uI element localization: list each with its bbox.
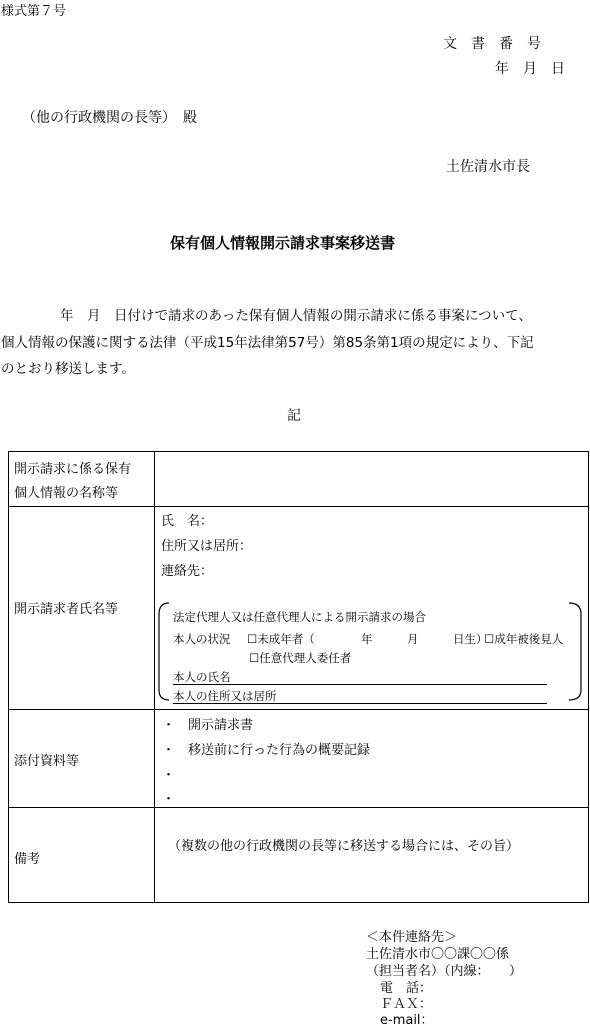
- minor-checkbox: ☐未成年者（: [247, 632, 315, 646]
- agent-section-title: 法定代理人又は任意代理人による開示請求の場合: [173, 610, 426, 624]
- contact-heading: ＜本件連絡先＞: [366, 930, 458, 945]
- document-title: 保有個人情報開示請求事案移送書: [170, 234, 396, 252]
- birth-date-field: 年 月 日生）: [361, 632, 488, 646]
- row3-label: 添付資料等: [14, 754, 80, 769]
- row2-label: 開示請求者氏名等: [14, 602, 119, 617]
- ki-marker: 記: [287, 408, 301, 424]
- contact-fax: ＦＡＸ：: [380, 997, 433, 1012]
- principal-address-underline: [173, 703, 547, 704]
- requester-name-label: 氏 名：: [161, 514, 214, 529]
- principal-name-label: 本人の氏名: [173, 670, 231, 684]
- transfer-table: [8, 451, 589, 903]
- contact-email: e-mail：: [380, 1013, 434, 1028]
- table-row-divider: [9, 506, 588, 507]
- delegate-checkbox: ☐任意代理人委任者: [249, 651, 352, 665]
- table-column-divider: [154, 452, 155, 902]
- principal-status-label: 本人の状況: [173, 632, 231, 646]
- row1-label-b: 個人情報の名称等: [14, 486, 119, 501]
- remarks-note: （複数の他の行政機関の長等に移送する場合には、その旨）: [168, 839, 520, 854]
- form-number: 様式第７号: [1, 4, 67, 19]
- body-line-3: のとおり移送します。: [1, 361, 135, 377]
- addressee: （他の行政機関の長等） 殿: [22, 110, 197, 126]
- requester-contact-label: 連絡先：: [161, 564, 214, 579]
- attachment-item: ・ 開示請求書: [162, 718, 254, 733]
- attachment-item: ・: [162, 792, 176, 807]
- contact-phone: 電 話：: [380, 981, 433, 996]
- document-number-label: 文 書 番 号: [443, 36, 541, 52]
- attachment-item: ・ 移送前に行った行為の概要記録: [162, 743, 371, 758]
- requester-address-label: 住所又は居所：: [161, 539, 253, 554]
- adult-ward-checkbox: ☐成年被後見人: [484, 632, 564, 646]
- body-line-2: 個人情報の保護に関する法律（平成15年法律第57号）第85条第1項の規定により、下記: [1, 335, 534, 351]
- principal-name-underline: [173, 684, 547, 685]
- body-line-1: 年 月 日付けで請求のあった保有個人情報の開示請求に係る事案について、: [60, 308, 532, 324]
- sender: 土佐清水市長: [446, 159, 530, 175]
- contact-department: 土佐清水市〇〇課〇〇係: [366, 947, 510, 962]
- date-line: 年 月 日: [495, 61, 565, 77]
- attachment-item: ・: [162, 768, 176, 783]
- row4-label: 備考: [14, 852, 41, 867]
- contact-person: （担当者名）（内線： ）: [366, 964, 523, 979]
- row1-label-a: 開示請求に係る保有: [14, 462, 132, 477]
- principal-address-label: 本人の住所又は居所: [173, 689, 277, 703]
- table-row-divider: [9, 807, 588, 808]
